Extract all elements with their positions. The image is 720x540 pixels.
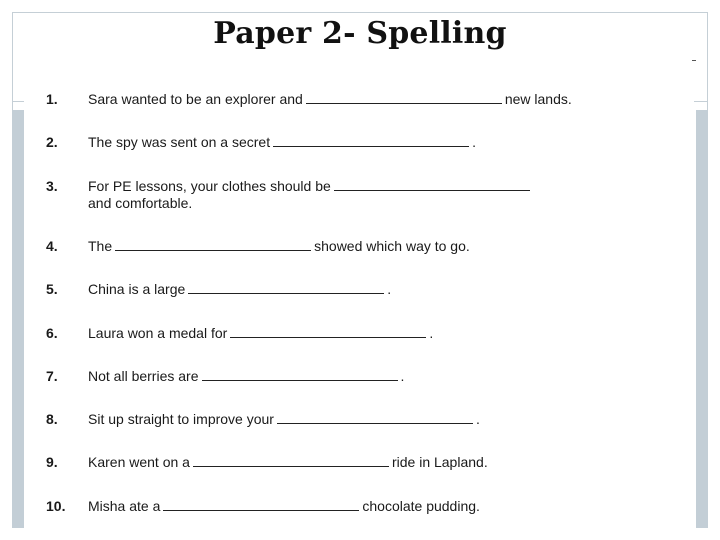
question-text-before: Laura won a medal for [88, 325, 228, 341]
answer-blank[interactable] [277, 422, 473, 424]
worksheet [24, 78, 694, 540]
question-text-before: Not all berries are [88, 368, 199, 384]
answer-blank[interactable] [306, 102, 502, 104]
question-number: 6. [46, 325, 58, 341]
question-text-before: The spy was sent on a secret [88, 134, 271, 150]
page-title: Paper 2- Spelling [213, 16, 507, 51]
question-text-line2: and comfortable. [88, 195, 193, 211]
question-text-after: . [429, 325, 434, 341]
question-text-after: . [475, 411, 480, 427]
question-text-before: Misha ate a [88, 498, 161, 514]
question-number: 9. [46, 454, 58, 470]
question-number: 8. [46, 411, 58, 427]
question-number: 7. [46, 368, 58, 384]
question-text-after: . [400, 368, 405, 384]
question-number: 1. [46, 91, 58, 107]
answer-blank[interactable] [202, 379, 398, 381]
question-text-after: showed which way to go. [314, 238, 470, 254]
question-text-after: new lands. [504, 91, 572, 107]
question-text-after: . [387, 281, 392, 297]
answer-blank[interactable] [334, 189, 530, 191]
question-text-before: For PE lessons, your clothes should be [88, 178, 331, 194]
question-text-after: chocolate pudding. [362, 498, 480, 514]
answer-blank[interactable] [273, 145, 469, 147]
answer-blank[interactable] [230, 336, 426, 338]
answer-blank[interactable] [115, 249, 311, 251]
question-number: 3. [46, 178, 58, 194]
right-side-panel [696, 110, 708, 528]
frame-top-line [12, 12, 708, 13]
question-text-before: The [88, 238, 113, 254]
answer-blank[interactable] [188, 292, 384, 294]
question-number: 2. [46, 134, 58, 150]
question-number: 5. [46, 281, 58, 297]
question-number: 10. [46, 498, 66, 514]
question-text-after: . [472, 134, 476, 150]
answer-blank[interactable] [163, 509, 359, 511]
corner-mark [692, 60, 696, 61]
question-text-before: Sara wanted to be an explorer and [88, 91, 303, 107]
question-text-before: China is a large [88, 281, 186, 297]
question-number: 4. [46, 238, 58, 254]
left-side-panel [12, 110, 24, 528]
question-text-before: Karen went on a [88, 454, 190, 470]
question-text-before: Sit up straight to improve your [88, 411, 274, 427]
answer-blank[interactable] [193, 465, 389, 467]
question-text-after: ride in Lapland. [391, 454, 488, 470]
